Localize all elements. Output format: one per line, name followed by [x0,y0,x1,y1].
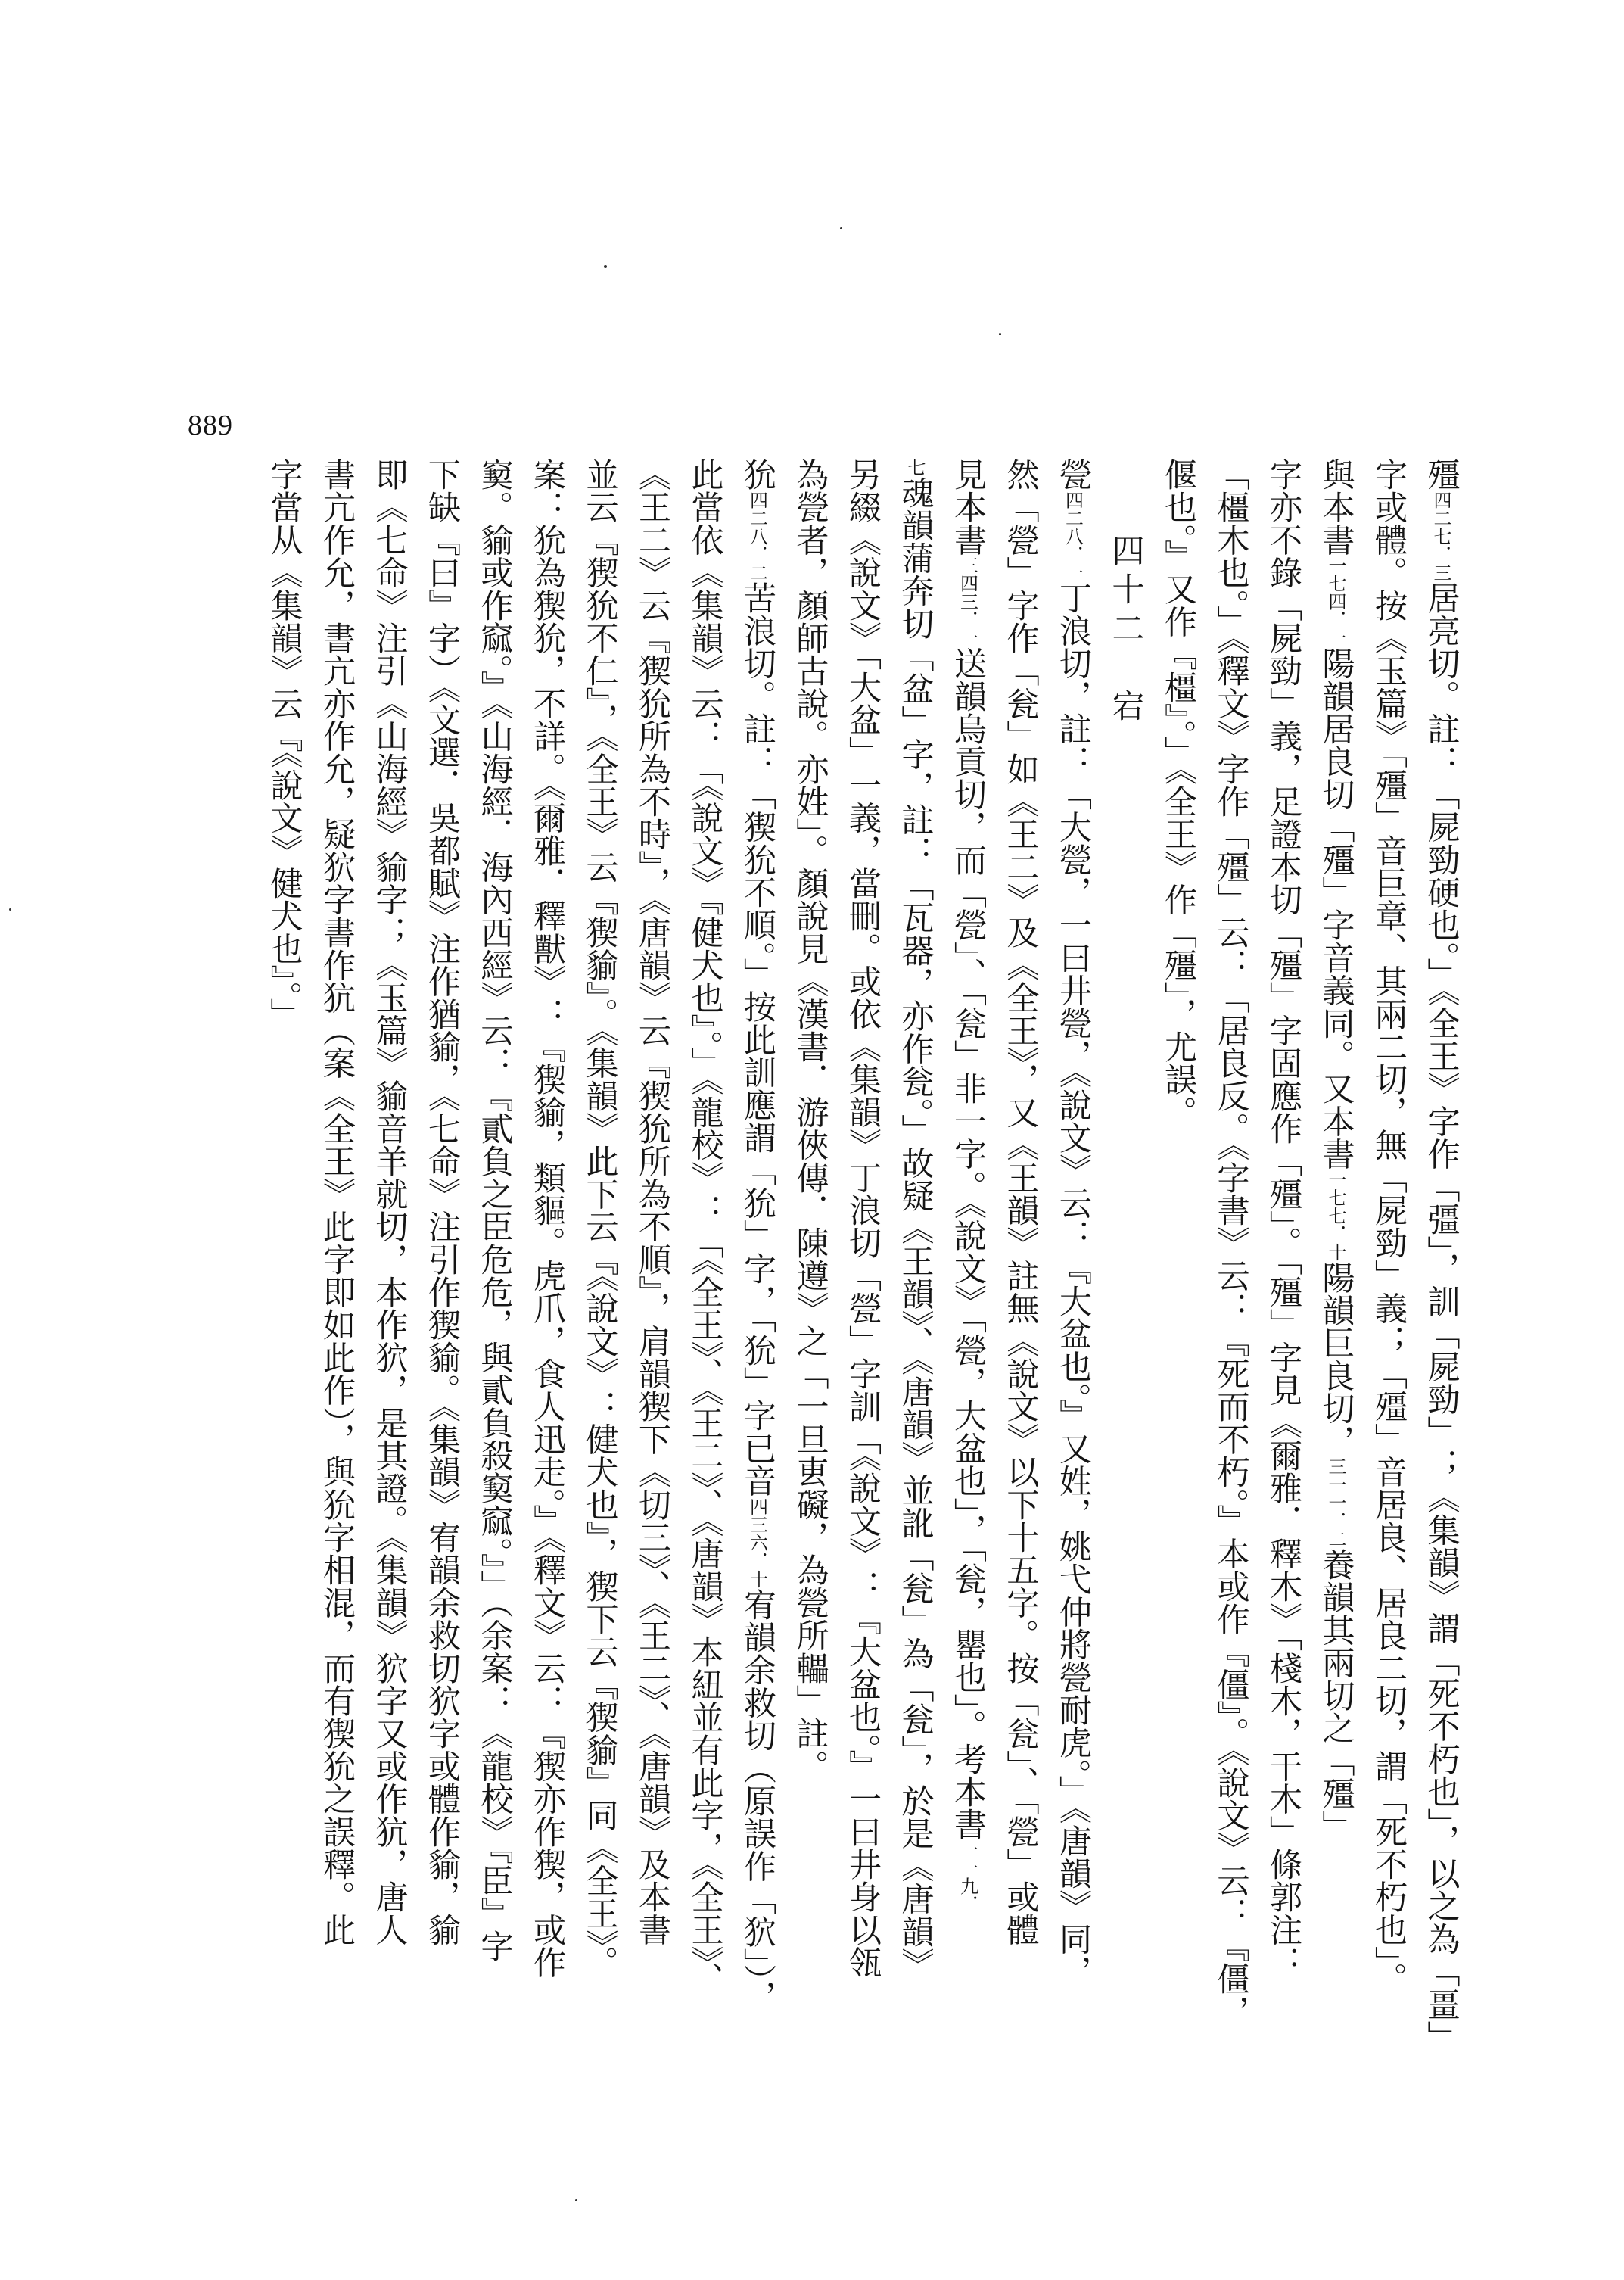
scan-speck [575,2199,577,2201]
text-line-14: 狁四二八．二苦浪切。註：「猰狁不順。」按此訓應謂「狁」字，「狁」字已音四三六．十宥韻余救切（原誤作「狖」）， [738,458,776,2014]
text-line-10: 見本書三四三．一送韻烏貢切，而「甇」、「瓮」非一字。《說文》「甇，大盆也」，「瓮，罌也」。考本書一一九． [948,458,987,1914]
text-line-19: 窫。貐或作窳。』《山海經．海內西經》云：『貳負之臣危危，與貳負殺窫窳。』」（余案：《龍校》『臣』字 [475,458,513,1963]
scan-speck [9,908,11,911]
text-line-8: 甇四二八．一丁浪切，註：「大甇，一曰井甇，《說文》云：『大盆也。』又姓，姚弋仲將甇耐虎。」《唐韻》同， [1053,458,1092,1988]
text-line-3: 與本書一七四．一陽韻居良切「殭」字音義同。又本書一七七．十陽韻巨良切，三一一．二養韻其兩切之「殭」 [1317,458,1355,1842]
scan-speck [999,333,1001,335]
text-line-2: 字或體。按《玉篇》「殭」音巨章、其兩二切，無「屍勁」義；「殭」音居良、居良二切，謂「死不朽也」。 [1369,458,1408,1995]
text-line-16: 《王二》云『猰狁所為不時』，《唐韻》云『猰狁所為不順』，肩韻猰下《切三》、《王二》、《唐韻》及本書 [633,458,671,1946]
text-line-12: 另綴《說文》「大盆」一義，當刪。或依《集韻》丁浪切「甇」字訓「《說文》：『大盆也。』一曰井身以瓴 [843,458,882,1979]
text-line-11: 七魂韻蒲奔切「盆」字，註：「瓦器，亦作瓮。」故疑《王韻》、《唐韻》並訛「瓮」為「瓮」，於是《唐韻》 [896,458,934,1981]
text-line-18: 案：狁為猰狁，不詳。《爾雅．釋獸》：『猰貐，類貙。虎爪，食人迅走。』《釋文》云：『猰亦作猰，或作 [527,458,566,1979]
scan-speck [840,227,842,229]
text-line-20: 下缺『曰』字）《文選．吳都賦》注作猶貐，《七命》注引作猰貐。《集韻》宥韻余救切狖字或體作貐，貐 [422,458,461,1946]
page-number: 889 [188,410,233,441]
text-line-4: 字亦不錄「屍勁」義，足證本切「殭」字固應作「殭」。「殭」字見《爾雅．釋木》「棧木，干木」條郭注： [1264,458,1302,1979]
text-line-1: 殭四二七．三居亮切。註：「屍勁硬也。」《全王》字作「彊」，訓「屍勁」；《集韻》謂「死不朽也」，以之為「畺」 [1422,458,1460,2054]
text-line-13: 為甇者，顏師古說。亦姓」。顏說見《漢書．游俠傳．陳遵》之「一旦叀礙，為甇所轠」註。 [791,458,829,1783]
section-heading: 四十二 宕 [1106,534,1144,727]
text-line-5: 「橿木也。」《釋文》字作「殭」云：「居良反。《字書》云：『死而不朽。』本或作『僵』。《說文》云：『僵， [1212,458,1249,2028]
text-line-6: 偃也。』又作『橿』。」《全王》作「殭」，尤誤。 [1159,458,1197,1129]
text-line-23: 字當从《集韻》云『《說文》健犬也』。」 [265,458,303,1030]
text-line-15: 此當依《集韻》云：「《說文》『健犬也』。」《龍校》：「《全王》、《王二》、《唐韻》本紐並有此字，《全王》、 [686,458,723,1995]
scan-speck [604,265,607,268]
text-line-9: 然「甇」字作「瓮」如《王二》及《全王》，又《王韻》註無《說文》以下十五字。按「瓮」、「甇」或體 [1001,458,1039,1946]
text-line-17: 並云『猰狁不仁』，《全王》云『猰貐』。《集韻》此下云『《說文》：健犬也』，猰下云『猰貐』同《全王》。 [580,458,618,1979]
vertical-text-block [180,458,1467,2138]
text-line-22: 書亢作允，書亢亦作允，疑狖字書作犺（案《全王》此字即如此作），與狁字相混，而有猰狁之誤釋。此 [317,458,356,1946]
text-line-21: 即《七命》注引《山海經》貐字；《玉篇》貐音羊就切，本作狖，是其證。《集韻》狖字又或作犺，唐人 [370,458,408,1946]
